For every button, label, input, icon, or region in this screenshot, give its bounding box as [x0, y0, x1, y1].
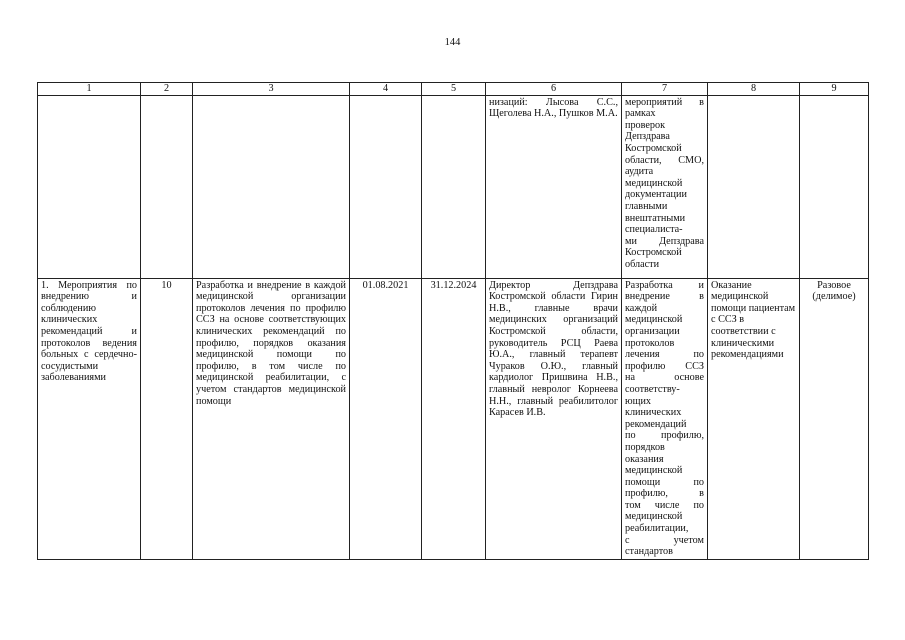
control-line: клинических: [625, 407, 682, 419]
table-row: [38, 278, 869, 559]
control-line: внедрение в: [625, 291, 704, 303]
control-line: главными: [625, 200, 668, 212]
control-line: протоколов: [625, 337, 675, 349]
control-line: Депздрава: [625, 131, 670, 143]
control-line: Костромской: [625, 142, 682, 154]
control-line: на основе: [625, 372, 704, 384]
control-line: с учетом: [625, 534, 704, 546]
cell-type: [800, 95, 869, 278]
column-header-3: 3: [193, 83, 350, 96]
document-table: [37, 82, 869, 560]
table-row: [38, 95, 869, 278]
column-header-8: 8: [708, 83, 800, 96]
column-header-5: 5: [422, 83, 486, 96]
cell-end-date: [422, 95, 486, 278]
control-line: медицинской: [625, 511, 683, 523]
cell-number: [141, 95, 193, 278]
cell-activity: [38, 95, 141, 278]
cell-start-date: 01.08.2021: [350, 278, 422, 559]
control-line: профилю ССЗ: [625, 360, 704, 372]
control-line: соответству-: [625, 383, 680, 395]
column-header-1: 1: [38, 83, 141, 96]
control-line: области, СМО,: [625, 154, 704, 166]
control-line: реабилитации,: [625, 523, 689, 535]
column-header-6: 6: [486, 83, 622, 96]
column-header-9: 9: [800, 83, 869, 96]
column-header-2: 2: [141, 83, 193, 96]
cell-start-date: [350, 95, 422, 278]
control-line: специалиста-: [625, 224, 683, 236]
control-line: лечения по: [625, 349, 704, 361]
control-line: рамках: [625, 108, 656, 120]
control-line: рекомендаций: [625, 418, 687, 430]
column-header-7: 7: [622, 83, 708, 96]
control-line: проверок: [625, 119, 666, 131]
control-line: внештатными: [625, 212, 686, 224]
cell-description: Разработка и внедрение в каждой медицинской организации протоколов лечения по профилю ССЗ на основе соответствующих клинических рекомендаций по профилю, порядков оказания медицинской помощи по профилю, в том числе по медицинской реабилитации, с учетом стандартов медицинской помощи: [193, 278, 350, 559]
control-line: профилю, в: [625, 488, 704, 500]
header-row: [38, 83, 869, 96]
control-line: порядков: [625, 441, 665, 453]
control-line: оказания: [625, 453, 664, 465]
cell-responsible: низаций: Лысова С.С., Щеголева Н.А., Пушков М.А.: [486, 95, 622, 278]
control-line: Разработка и: [625, 279, 704, 291]
control-line: каждой: [625, 302, 658, 314]
control-line: помощи по: [625, 476, 704, 488]
control-line: области: [625, 258, 660, 270]
control-line: организации: [625, 325, 680, 337]
cell-number: 10: [141, 278, 193, 559]
control-line: ми Депздрава: [625, 235, 704, 247]
control-line: по профилю,: [625, 430, 704, 442]
control-line: медицинской: [625, 177, 683, 189]
column-header-4: 4: [350, 83, 422, 96]
control-line: том числе по: [625, 499, 704, 511]
cell-control: [622, 278, 708, 559]
control-line: мероприятий в: [625, 96, 704, 108]
control-line: стандартов: [625, 546, 673, 558]
control-line: Костромской: [625, 247, 682, 259]
cell-responsible: Директор Депздрава Костромской области Гирин Н.В., главные врачи медицинских организаций Костромской области, руководитель РСЦ Раева Ю.А., главный терапевт Чураков О.Ю., главный кардиолог Пришвина Н.В., главный невролог Корнеева Н.Н., главный реабилитолог Карасев И.В.: [486, 278, 622, 559]
control-line: ющих: [625, 395, 652, 407]
control-line: медицинской: [625, 314, 683, 326]
page-number: 144: [444, 37, 461, 48]
cell-type: Разовое (делимое): [800, 278, 869, 559]
cell-result: [708, 95, 800, 278]
control-line: аудита: [625, 166, 654, 178]
cell-activity: 1. Мероприятия по внедрению и соблюдению клинических рекомендаций и протоколов ведения больных с сердечно-сосудистыми заболеваниями: [38, 278, 141, 559]
cell-description: [193, 95, 350, 278]
cell-result: Оказание медицинской помощи пациентам с ССЗ в соответствии с клиническими рекомендациями: [708, 278, 800, 559]
cell-end-date: 31.12.2024: [422, 278, 486, 559]
cell-control: [622, 95, 708, 278]
control-line: документации: [625, 189, 687, 201]
control-line: медицинской: [625, 465, 683, 477]
